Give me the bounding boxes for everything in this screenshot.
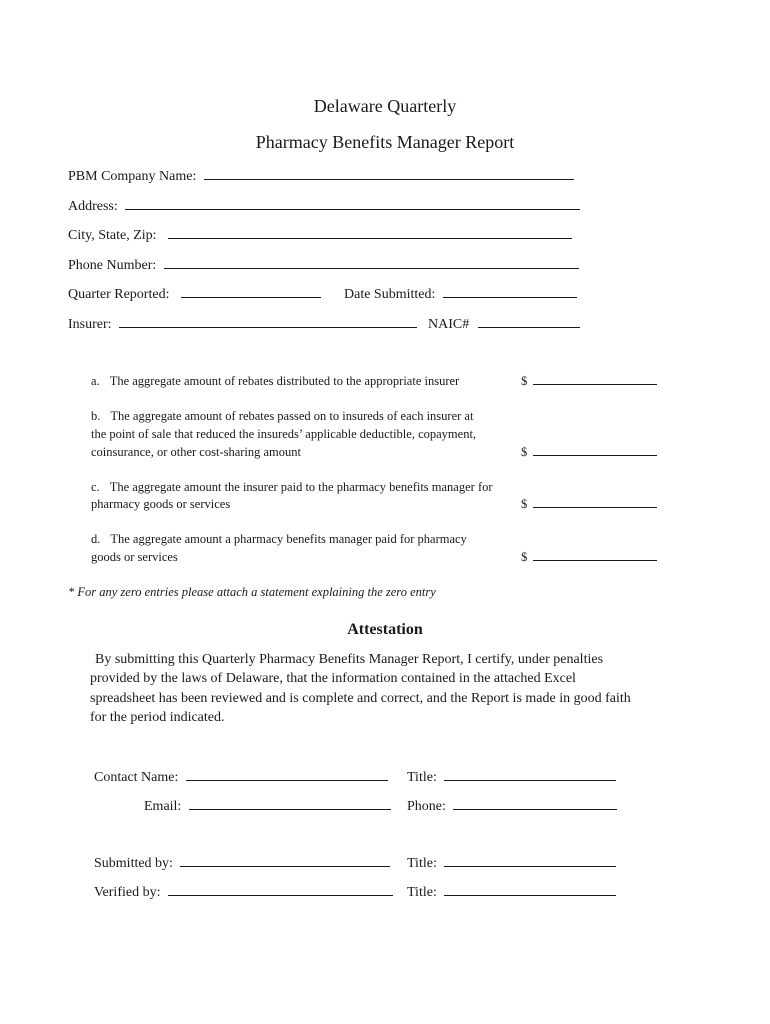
item-a-marker: a. — [91, 374, 100, 388]
item-b-line-2: the point of sale that reduced the insureds’ applicable deductible, copayment, — [91, 427, 477, 441]
quarter-reported-field[interactable] — [181, 285, 321, 298]
item-d-text-1: The aggregate amount a pharmacy benefits manager paid for pharmacy — [110, 532, 467, 546]
item-d-amount-field[interactable] — [533, 550, 657, 561]
submitted-by-field[interactable] — [180, 854, 390, 867]
insurer-field[interactable] — [119, 315, 417, 328]
phone-field[interactable] — [453, 797, 617, 810]
city-state-zip-field[interactable] — [168, 226, 572, 239]
verified-by-field[interactable] — [168, 883, 393, 896]
title-3-row — [407, 883, 616, 901]
item-c-amount-field[interactable] — [533, 497, 657, 508]
date-submitted-field[interactable] — [443, 285, 577, 298]
attestation-line-2: provided by the laws of Delaware, that the information contained in the attached Excel — [90, 671, 576, 686]
item-c-dollar-sign: $ — [521, 497, 528, 511]
item-a-line-1 — [91, 374, 459, 389]
item-a-amount-field[interactable] — [533, 374, 657, 385]
item-c-line-1 — [91, 480, 493, 495]
title-1-label: Title: — [407, 770, 437, 785]
zero-entry-note: * For any zero entries please attach a statement explaining the zero entry — [68, 585, 436, 599]
email-label: Email: — [144, 799, 182, 814]
item-d-line-2: goods or services — [91, 550, 178, 564]
company-name-label: PBM Company Name: — [68, 169, 197, 184]
title-2-label: Title: — [407, 856, 437, 871]
item-b-line-3: coinsurance, or other cost-sharing amount — [91, 445, 302, 459]
item-b-line-1 — [91, 409, 473, 424]
verified-by-row — [94, 883, 393, 901]
city-state-zip-row — [68, 226, 572, 244]
phone-row — [407, 797, 617, 815]
title-2-row — [407, 854, 616, 872]
item-b-marker: b. — [91, 409, 101, 423]
title-2-field[interactable] — [444, 854, 616, 867]
phone-number-label: Phone Number: — [68, 258, 157, 273]
naic-label: NAIC# — [428, 317, 470, 332]
item-d-marker: d. — [91, 532, 101, 546]
phone-number-field[interactable] — [164, 256, 579, 269]
item-c-amount — [521, 497, 657, 512]
item-c-line-2: pharmacy goods or services — [91, 497, 231, 511]
item-a-amount — [521, 374, 657, 389]
item-b-amount — [521, 445, 657, 460]
contact-name-row — [94, 768, 388, 786]
item-b-dollar-sign: $ — [521, 445, 528, 459]
page-title-line-1: Delaware Quarterly — [313, 96, 457, 116]
attestation-line-3: spreadsheet has been reviewed and is complete and correct, and the Report is made in good faith — [90, 691, 631, 706]
item-c-marker: c. — [91, 480, 100, 494]
title-3-field[interactable] — [444, 883, 616, 896]
attestation-line-1: By submitting this Quarterly Pharmacy Benefits Manager Report, I certify, under penalties — [95, 652, 604, 667]
item-d-dollar-sign: $ — [521, 550, 528, 564]
submitted-by-label: Submitted by: — [94, 856, 173, 871]
title-1-field[interactable] — [444, 768, 616, 781]
contact-name-field[interactable] — [186, 768, 388, 781]
title-1-row — [407, 768, 616, 786]
email-field[interactable] — [189, 797, 391, 810]
naic-field[interactable] — [478, 315, 580, 328]
page-title-line-2: Pharmacy Benefits Manager Report — [255, 132, 515, 152]
email-row — [144, 797, 391, 815]
item-c-text-1: The aggregate amount the insurer paid to the pharmacy benefits manager for — [109, 480, 493, 494]
verified-by-label: Verified by: — [94, 885, 161, 900]
company-name-field[interactable] — [204, 167, 574, 180]
quarter-reported-label: Quarter Reported: — [68, 287, 170, 302]
item-a-dollar-sign: $ — [521, 374, 528, 388]
phone-number-row — [68, 256, 579, 274]
insurer-row — [68, 315, 417, 333]
naic-row — [428, 315, 580, 333]
attestation-heading: Attestation — [347, 621, 423, 638]
address-field[interactable] — [125, 197, 580, 210]
item-d-amount — [521, 550, 657, 565]
city-state-zip-label: City, State, Zip: — [68, 228, 157, 243]
company-name-row — [68, 167, 574, 185]
attestation-line-4: for the period indicated. — [90, 710, 225, 725]
contact-name-label: Contact Name: — [94, 770, 179, 785]
item-b-amount-field[interactable] — [533, 445, 657, 456]
item-a-text: The aggregate amount of rebates distributed to the appropriate insurer — [109, 374, 460, 388]
date-submitted-label: Date Submitted: — [344, 287, 436, 302]
item-b-text-1: The aggregate amount of rebates passed on to insureds of each insurer at — [110, 409, 474, 423]
submitted-by-row — [94, 854, 390, 872]
title-3-label: Title: — [407, 885, 437, 900]
item-d-line-1 — [91, 532, 467, 547]
address-row — [68, 197, 580, 215]
phone-label: Phone: — [407, 799, 446, 814]
date-submitted-row — [344, 285, 577, 303]
insurer-label: Insurer: — [68, 317, 112, 332]
quarter-reported-row — [68, 285, 321, 303]
address-label: Address: — [68, 199, 118, 214]
